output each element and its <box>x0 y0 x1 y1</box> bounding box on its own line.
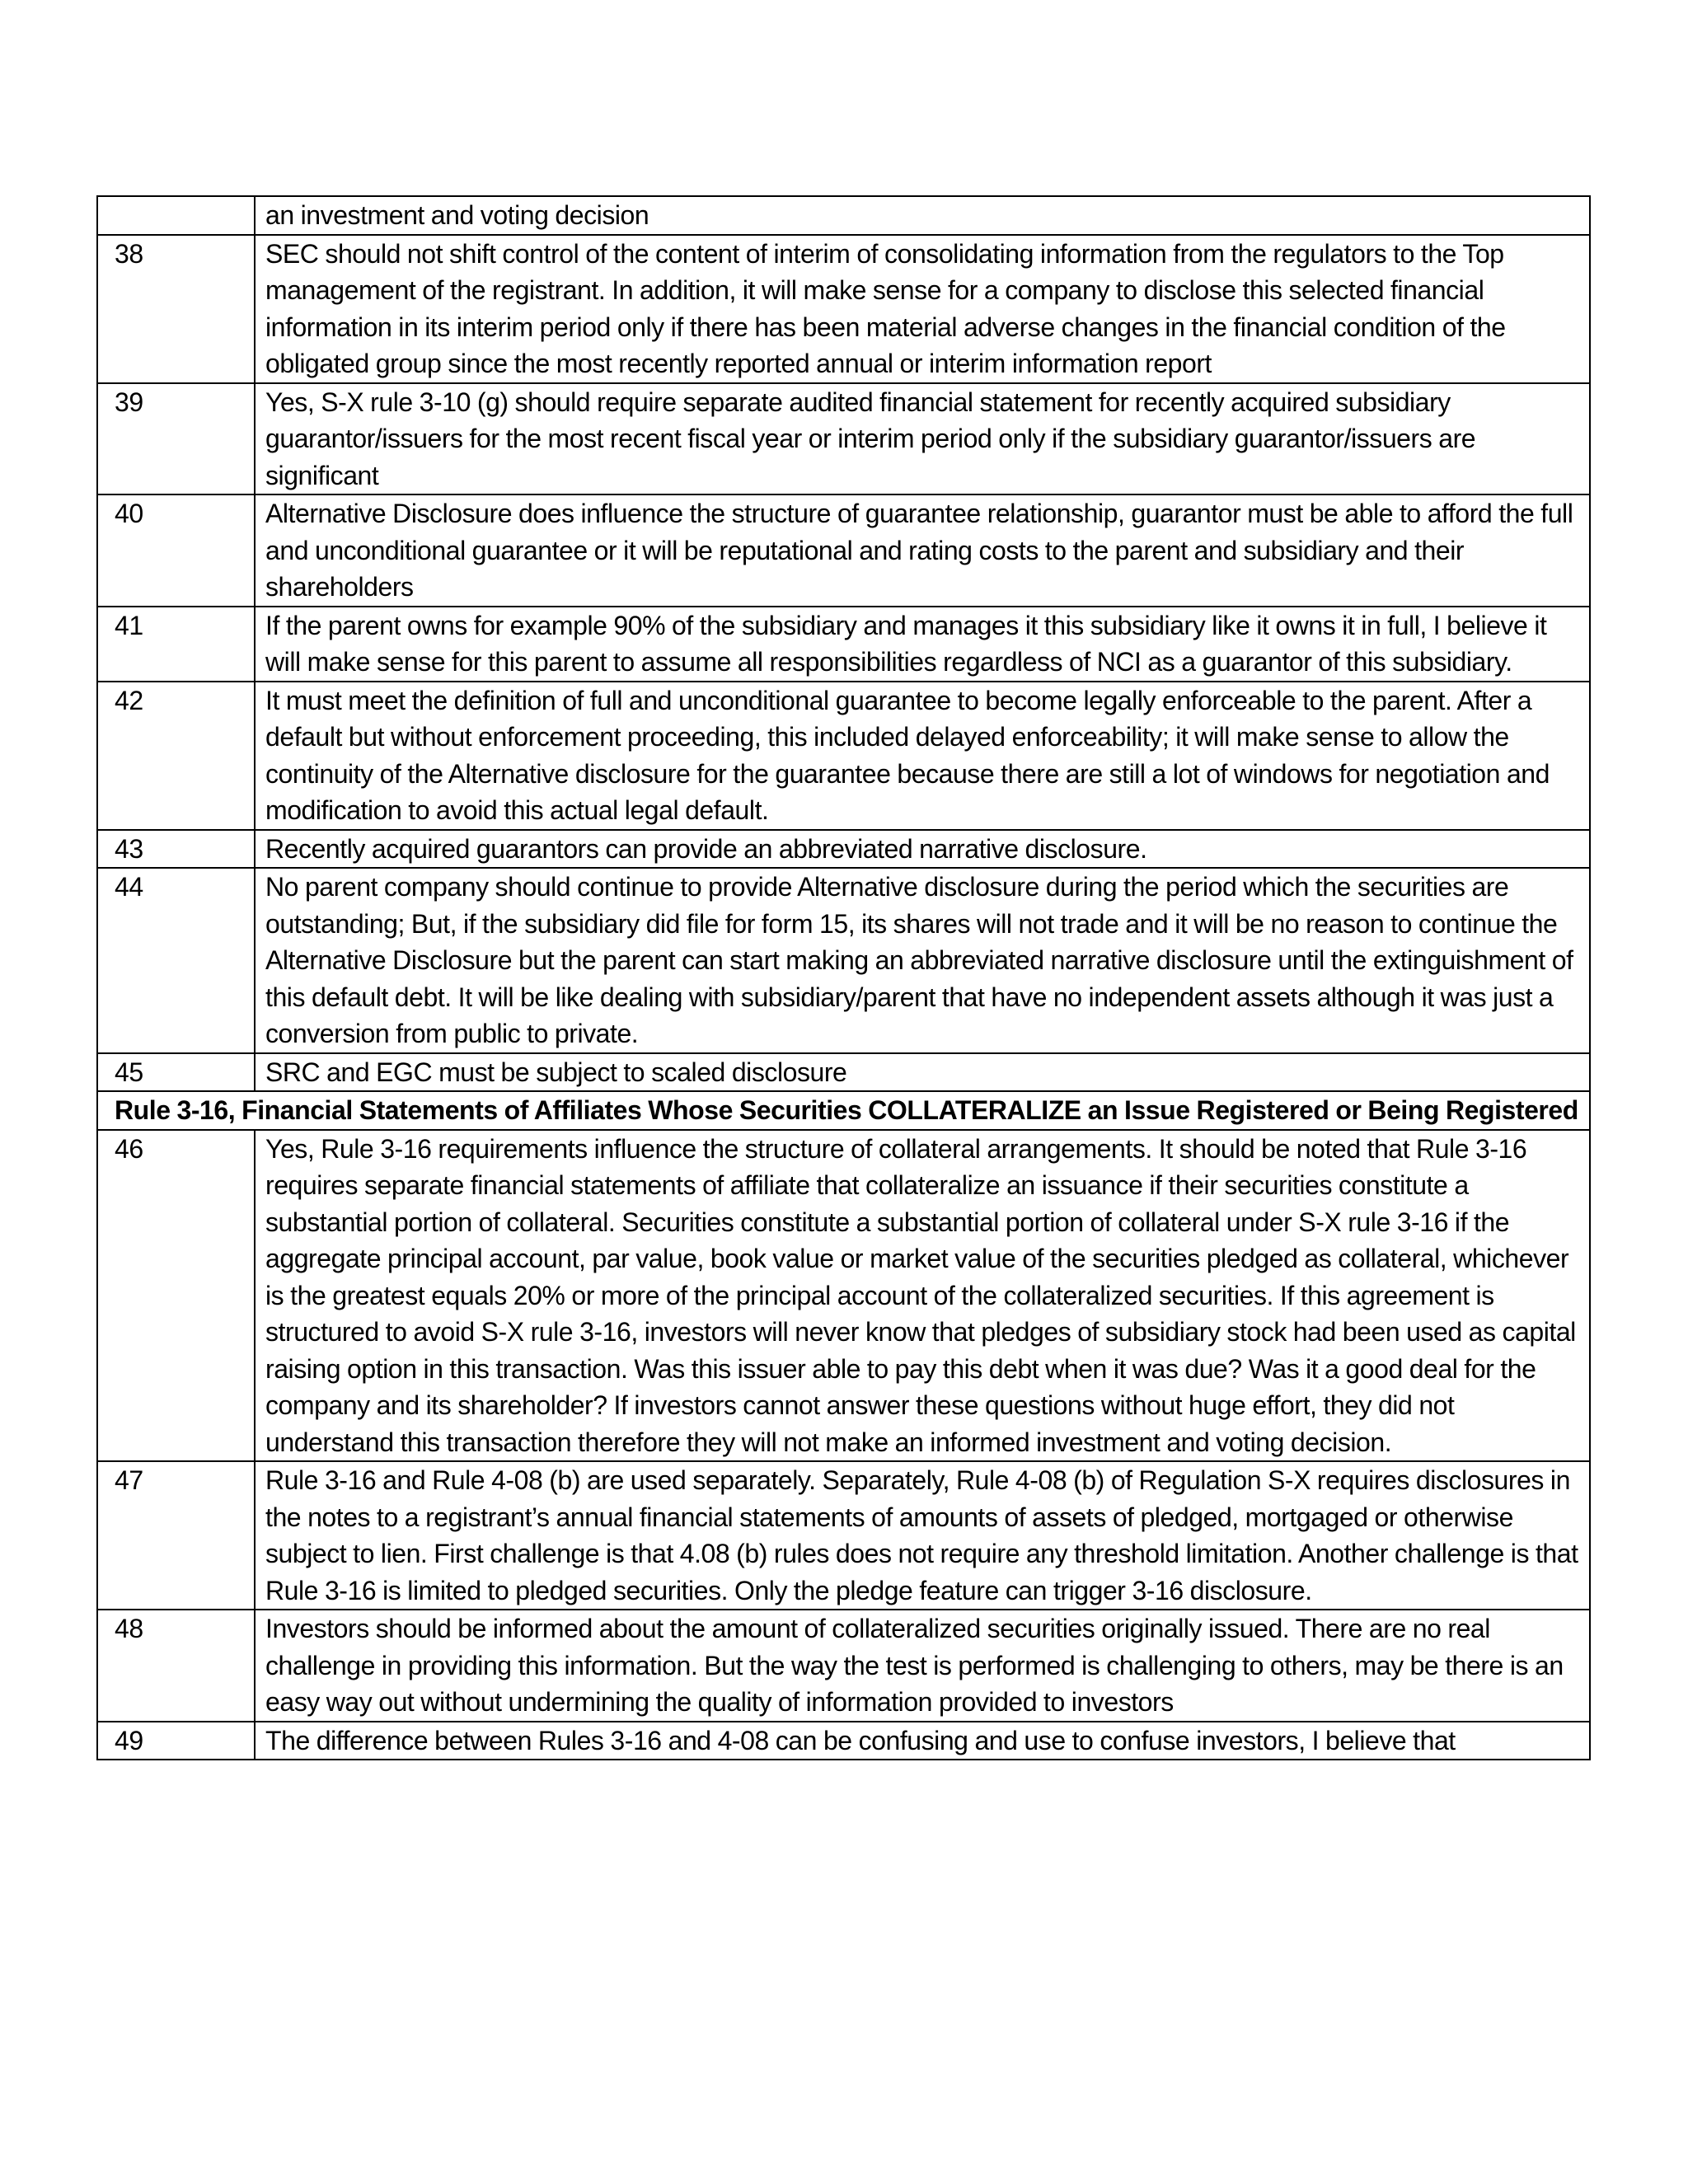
row-text: Yes, Rule 3-16 requirements influence the structure of collateral arrangements. It should be noted that Rule 3-16 requires separate financial statements of affiliate that collateralize an issuance if their securities constitute a substantial portion of collateral. Securities constitute a substantial portion of collateral under S-X rule 3-16 if the aggregate principal account, par value, book value or market value of the securities pledged as collateral, whichever is the greatest equals 20% or more of the principal account of the collateralized securities. If this agreement is structured to avoid S-X rule 3-16, investors will never know that pledges of subsidiary stock had been used as capital raising option in this transaction. Was this issuer able to pay this debt when it was due? Was it a good deal for the company and its shareholder? If investors cannot answer these questions without huge effort, they did not understand this transaction therefore they will not make an informed investment and voting decision. <box>255 1130 1590 1462</box>
row-text: Yes, S-X rule 3-10 (g) should require separate audited financial statement for recently acquired subsidiary guarantor/issuers for the most recent fiscal year or interim period only if the subsidiary guarantor/issuers are significant <box>255 383 1590 495</box>
row-number: 41 <box>97 607 255 682</box>
row-text: Alternative Disclosure does influence the structure of guarantee relationship, guarantor must be able to afford the full and unconditional guarantee or it will be reputational and rating costs to the parent and subsidiary and their shareholders <box>255 494 1590 607</box>
table-row <box>97 1610 1590 1722</box>
row-text: Rule 3-16 and Rule 4-08 (b) are used separately. Separately, Rule 4-08 (b) of Regulation S-X requires disclosures in the notes to a registrant’s annual financial statements of amounts of assets of pledged, mortgaged or otherwise subject to lien. First challenge is that 4.08 (b) rules does not require any threshold limitation. Another challenge is that Rule 3-16 is limited to pledged securities. Only the pledge feature can trigger 3-16 disclosure. <box>255 1461 1590 1610</box>
section-heading-row <box>97 1091 1590 1130</box>
row-number <box>97 196 255 235</box>
row-text: Investors should be informed about the amount of collateralized securities originally issued. There are no real challenge in providing this information. But the way the test is performed is challenging to others, may be there is an easy way out without undermining the quality of information provided to investors <box>255 1610 1590 1722</box>
row-text: The difference between Rules 3-16 and 4-08 can be confusing and use to confuse investors, I believe that <box>255 1722 1590 1760</box>
table-row <box>97 607 1590 682</box>
row-number: 42 <box>97 682 255 830</box>
table-row <box>97 494 1590 607</box>
row-text: SEC should not shift control of the content of interim of consolidating information from the regulators to the Top management of the registrant. In addition, it will make sense for a company to disclose this selected financial information in its interim period only if there has been material adverse changes in the financial condition of the obligated group since the most recently reported annual or interim information report <box>255 235 1590 383</box>
table-row <box>97 830 1590 869</box>
table-row <box>97 383 1590 495</box>
row-text: Recently acquired guarantors can provide an abbreviated narrative disclosure. <box>255 830 1590 869</box>
row-text: It must meet the definition of full and unconditional guarantee to become legally enforceable to the parent. After a default but without enforcement proceeding, this included delayed enforceability; it will make sense to allow the continuity of the Alternative disclosure for the guarantee because there are still a lot of windows for negotiation and modification to avoid this actual legal default. <box>255 682 1590 830</box>
row-number: 38 <box>97 235 255 383</box>
row-text: SRC and EGC must be subject to scaled disclosure <box>255 1053 1590 1092</box>
table-row <box>97 1461 1590 1610</box>
row-text: an investment and voting decision <box>255 196 1590 235</box>
row-number: 39 <box>97 383 255 495</box>
row-text: If the parent owns for example 90% of the subsidiary and manages it this subsidiary like it owns it in full, I believe it will make sense for this parent to assume all responsibilities regardless of NCI as a guarantor of this subsidiary. <box>255 607 1590 682</box>
row-number: 44 <box>97 868 255 1053</box>
table-row <box>97 1130 1590 1462</box>
section-heading: Rule 3-16, Financial Statements of Affiliates Whose Securities COLLATERALIZE an Issue Registered or Being Registered <box>97 1091 1590 1130</box>
row-number: 46 <box>97 1130 255 1462</box>
row-number: 45 <box>97 1053 255 1092</box>
row-number: 40 <box>97 494 255 607</box>
table-row <box>97 235 1590 383</box>
table-row <box>97 682 1590 830</box>
row-number: 43 <box>97 830 255 869</box>
row-number: 48 <box>97 1610 255 1722</box>
comment-table <box>96 195 1591 1760</box>
table-row <box>97 1722 1590 1760</box>
row-number: 49 <box>97 1722 255 1760</box>
row-text: No parent company should continue to provide Alternative disclosure during the period which the securities are outstanding; But, if the subsidiary did file for form 15, its shares will not trade and it will be no reason to continue the Alternative Disclosure but the parent can start making an abbreviated narrative disclosure until the extinguishment of this default debt. It will be like dealing with subsidiary/parent that have no independent assets although it was just a conversion from public to private. <box>255 868 1590 1053</box>
table-row <box>97 868 1590 1053</box>
table-row <box>97 196 1590 235</box>
row-number: 47 <box>97 1461 255 1610</box>
table-row <box>97 1053 1590 1092</box>
